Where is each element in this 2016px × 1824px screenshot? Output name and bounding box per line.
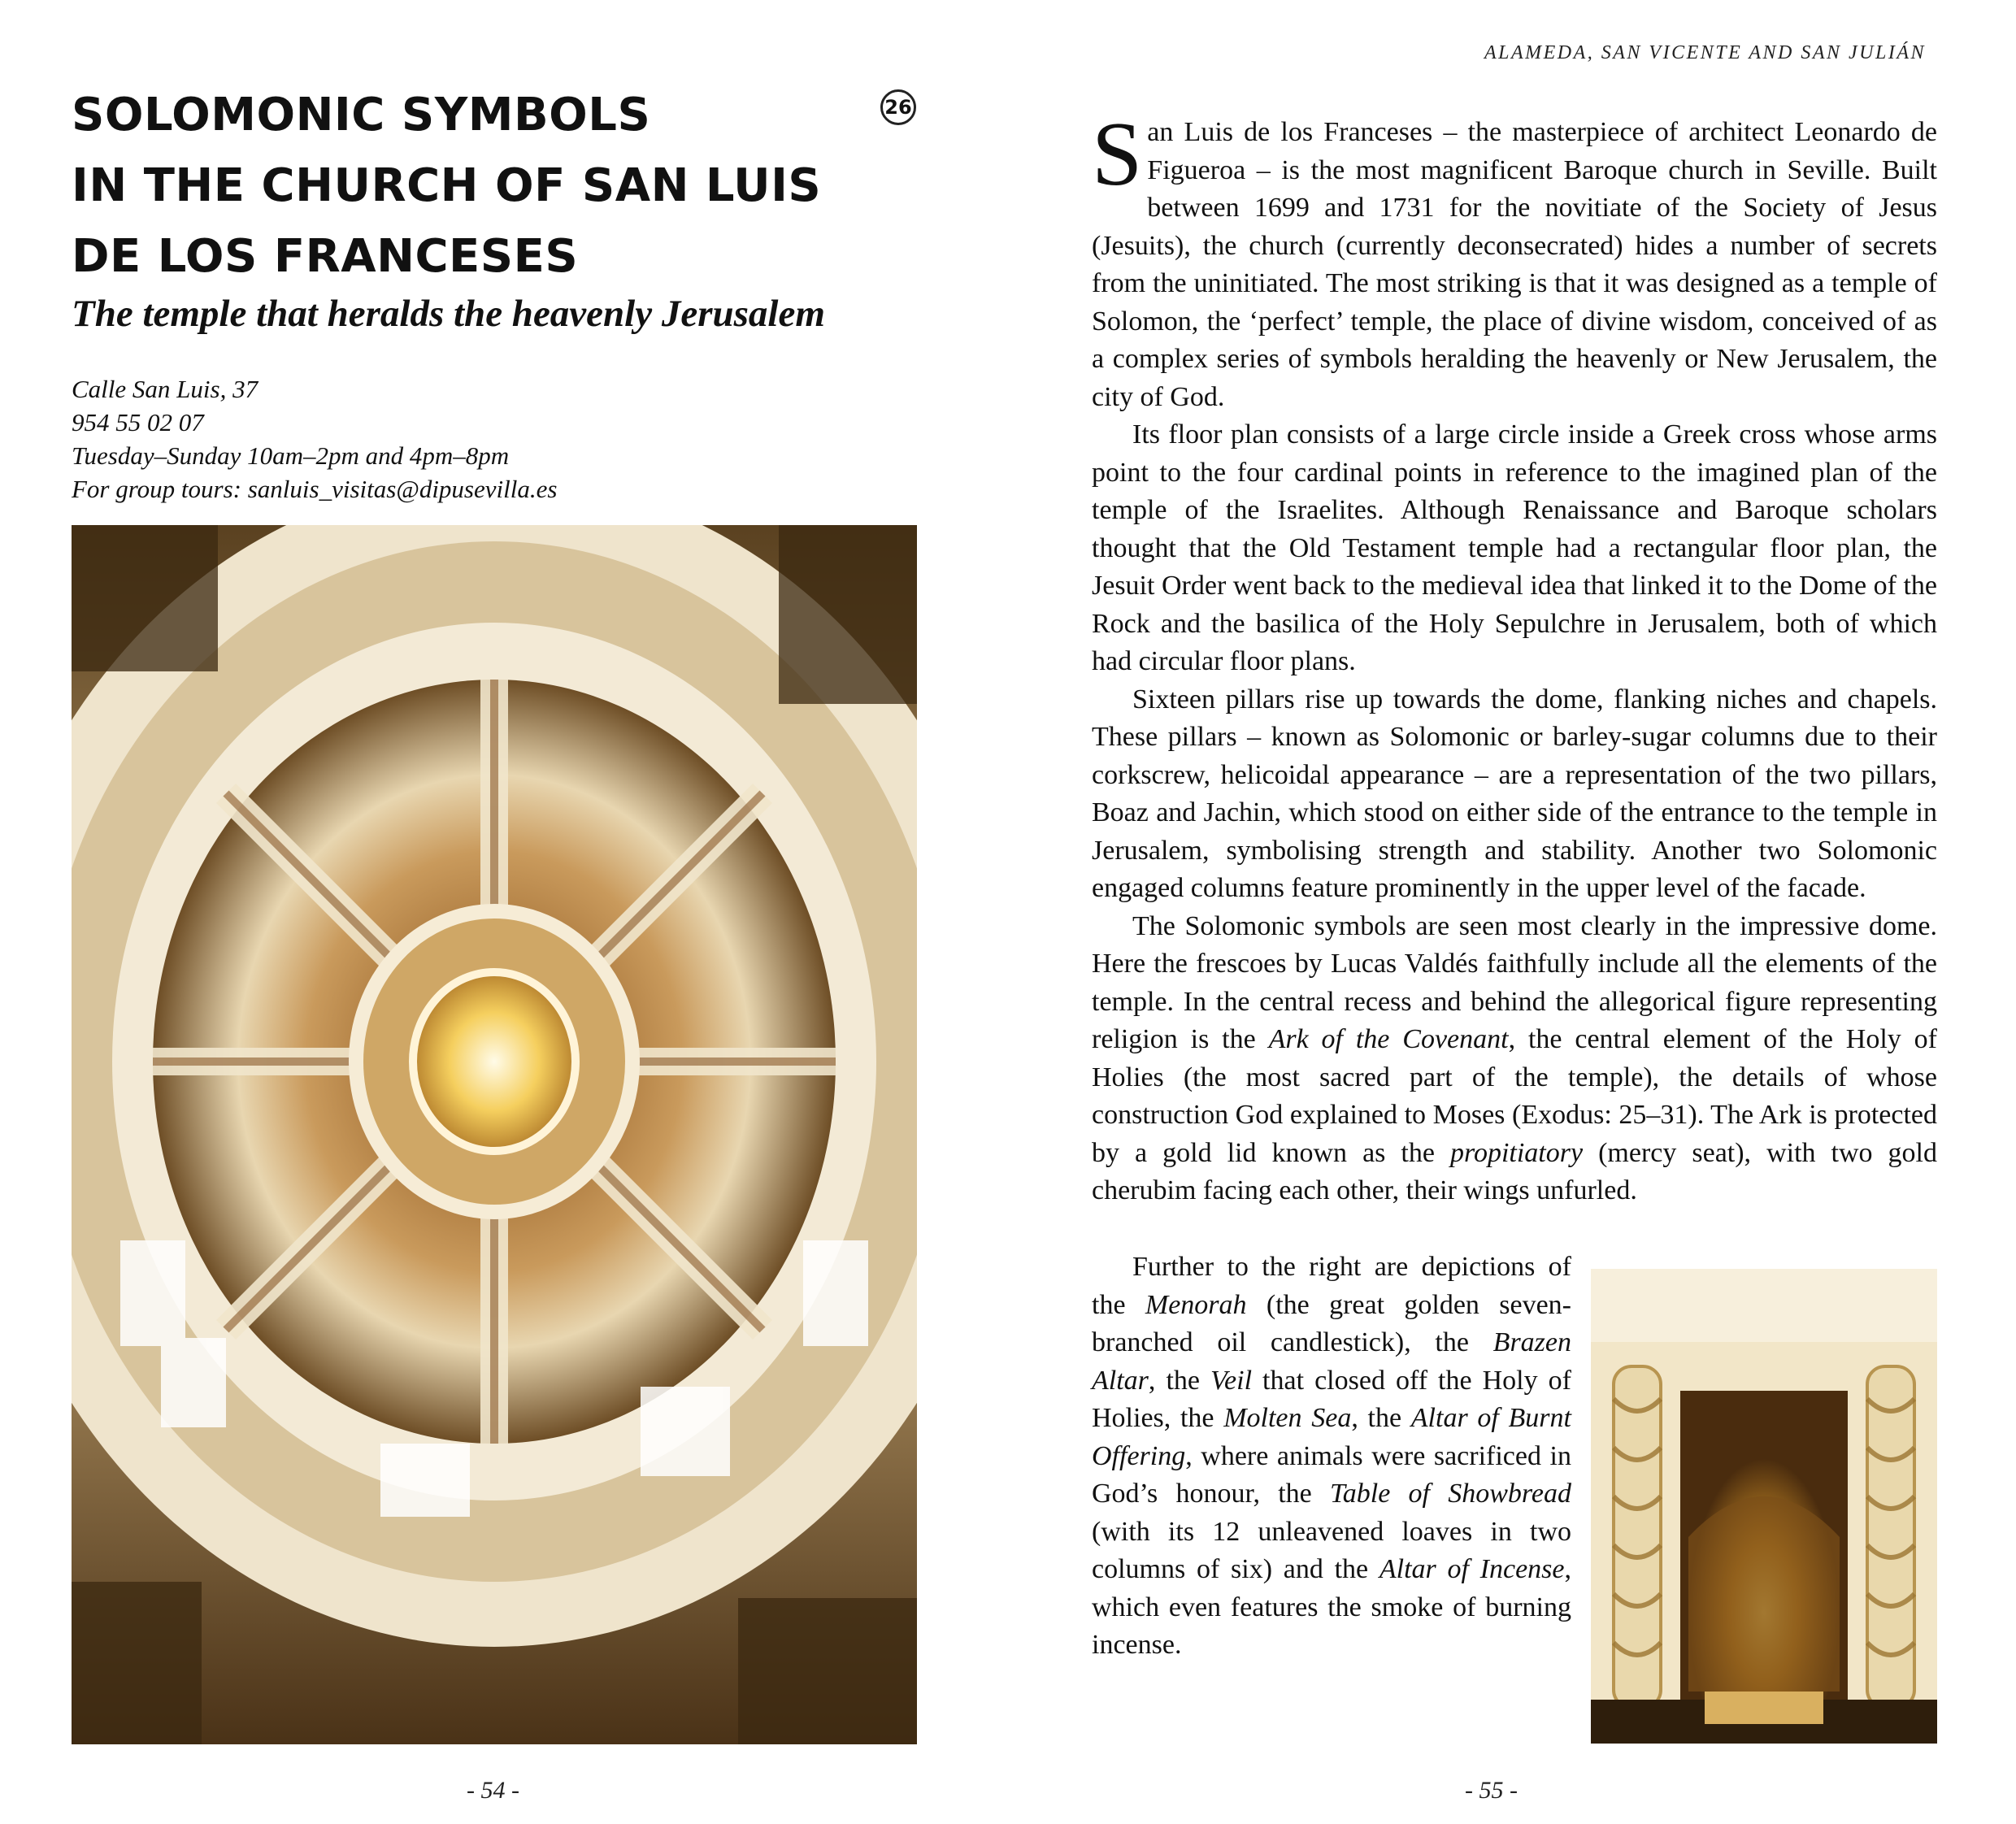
dome-photo — [72, 525, 917, 1744]
p4-text-a: The Solomonic symbols are seen most clearly in the impressive dome. Here the frescoes by Lucas Valdés faithfully include all the elements of the temple. In the central recess and behind the allegorical figure representing religion is the — [1092, 910, 1937, 1054]
entry-number-badge: 26 — [880, 89, 916, 125]
p5-b: (the great golden seven-branched oil candlestick), the — [1092, 1289, 1571, 1357]
p4-text-b: , the central element of the Holy of Holies (the most sacred part of the temple), the details of whose construction God explained to Moses (Exodus: 25–31). The Ark is protected by a gold lid known as the — [1092, 1024, 1937, 1168]
p5-showbread: Table of Showbread — [1329, 1479, 1571, 1509]
altar-illustration — [1591, 1269, 1937, 1744]
paragraph-4 — [1092, 908, 1937, 1210]
title-line-2: IN THE CHURCH OF SAN LUIS — [72, 159, 822, 212]
p4-propitiatory: propitiatory — [1449, 1137, 1584, 1168]
article-subtitle: The temple that heralds the heavenly Jerusalem — [72, 293, 825, 335]
p4-ark: Ark of the Covenant — [1268, 1024, 1509, 1054]
p5-a: Further to the right are depictions of the — [1092, 1252, 1571, 1320]
paragraph-3: Sixteen pillars rise up towards the dome, flanking niches and chapels. These pillars – known as Solomonic or barley-sugar columns due to their corkscrew, helicoidal appearance – are a representation of the two pillars, Boaz and Jachin, which stood on either side of the entrance to the temple in Jerusalem, symbolising strength and stability. Another two Solomonic engaged columns feature prominently in the upper level of the facade. — [1092, 684, 1937, 903]
p5-g: (with its 12 unleavened loaves in two columns of six) and the — [1092, 1516, 1571, 1584]
p4-text-c: (mercy seat), with two gold cherubim facing each other, their wings unfurled. — [1092, 1137, 1938, 1205]
p5-veil: Veil — [1210, 1365, 1253, 1396]
drop-cap: S — [1092, 104, 1143, 205]
p5-incense: Altar of Incense — [1379, 1554, 1565, 1584]
running-head: ALAMEDA, SAN VICENTE AND SAN JULIÁN — [1484, 42, 1926, 63]
paragraph-1 — [1092, 104, 1937, 416]
p5-brazen-altar: Brazen Altar — [1092, 1327, 1571, 1396]
group-tours-email: For group tours: sanluis_visitas@dipusevilla.es — [72, 475, 558, 503]
p5-d: that closed off the Holy of Holies, the — [1092, 1365, 1571, 1433]
paragraph-1-text: an Luis de los Franceses – the masterpiece of architect Leonardo de Figueroa – is the most magnificent Baroque church in Seville. Built between 1699 and 1731 for the novitiate of the Society of Jesus (Jesuits), the church (currently deconsecrated) hides a number of secrets from the uninitiated. The most striking is that it was designed as a temple of Solomon, the ‘perfect’ temple, the place of divine wisdom, conceived of as a complex series of symbols heralding the heavenly or New Jerusalem, the city of God. — [1092, 117, 1937, 412]
page-number-left: - 54 - — [467, 1777, 519, 1804]
opening-hours: Tuesday–Sunday 10am–2pm and 4pm–8pm — [72, 441, 510, 470]
p5-h: , which even features the smoke of burning incense. — [1092, 1554, 1571, 1660]
p5-e: , the — [1351, 1403, 1411, 1433]
dome-illustration — [72, 525, 917, 1744]
title-line-1: SOLOMONIC SYMBOLS — [72, 89, 651, 141]
paragraph-5 — [1092, 1249, 1571, 1665]
article-title — [72, 80, 884, 292]
right-page — [1008, 0, 2016, 1824]
p5-f: , where animals were sacrificed in God’s honour, the — [1092, 1440, 1571, 1509]
p5-molten-sea: Molten Sea — [1223, 1403, 1352, 1433]
phone: 954 55 02 07 — [72, 408, 204, 436]
body-text — [1092, 104, 1938, 1210]
p5-c: , the — [1148, 1365, 1211, 1396]
p5-altar-burnt: Altar of Burnt Offering — [1092, 1403, 1571, 1471]
title-line-3: DE LOS FRANCESES — [72, 230, 579, 283]
altar-photo — [1591, 1269, 1937, 1744]
paragraph-5-column — [1092, 1249, 1571, 1665]
p5-menorah: Menorah — [1145, 1289, 1247, 1320]
address: Calle San Luis, 37 — [72, 375, 259, 403]
visitor-info — [72, 372, 917, 506]
paragraph-2: Its floor plan consists of a large circle inside a Greek cross whose arms point to the four cardinal points in reference to the imagined plan of the temple of the Israelites. Although Renaissance and Baroque scholars thought that the Old Testament temple had a rectangular floor plan, the Jesuit Order went back to the medieval idea that linked it to the Dome of the Rock and the basilica of the Holy Sepulchre in Jerusalem, both of which had circular floor plans. — [1092, 419, 1937, 676]
page-number-right: - 55 - — [1465, 1777, 1518, 1804]
